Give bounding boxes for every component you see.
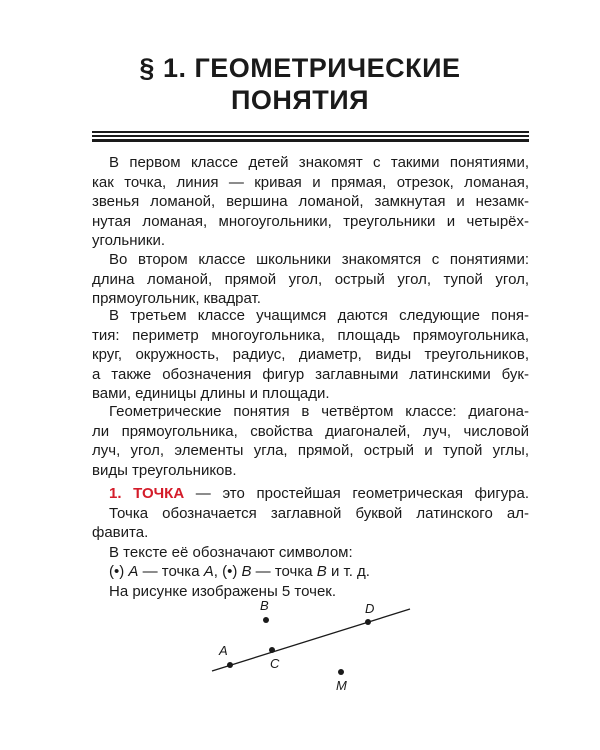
text-line: а также обозначения фигур заглавными латинскими бук- bbox=[92, 365, 529, 383]
straight-line bbox=[212, 609, 410, 671]
point-b bbox=[263, 617, 269, 623]
text-line: Во втором классе школьники знакомятся с понятиями: bbox=[109, 251, 529, 268]
text-line: угольники. bbox=[92, 232, 165, 249]
point-a bbox=[227, 662, 233, 668]
text-line: тия: периметр многоугольника, площадь прямоугольника, bbox=[92, 326, 529, 344]
text-line: В первом классе детей знакомят с такими понятиями, bbox=[109, 154, 529, 171]
text-line: луч, угол, элементы угла, прямой, острый и тупой углы, bbox=[92, 442, 529, 459]
point-c bbox=[269, 647, 275, 653]
text-line: Точка обозначается заглавной буквой латинского ал- bbox=[109, 504, 529, 522]
text-line: Геометрические понятия в четвёртом классе: диагона- bbox=[109, 403, 529, 420]
text-line: фавита. bbox=[92, 524, 149, 541]
text-line: как точка, линия — кривая и прямая, отрезок, ломаная, bbox=[92, 173, 529, 191]
title-line-1: § 1. ГЕОМЕТРИЧЕСКИЕ bbox=[139, 53, 461, 83]
text-line: В тексте её обозначают символом: bbox=[109, 543, 353, 561]
label-d: D bbox=[365, 601, 375, 616]
title-line-2: ПОНЯТИЯ bbox=[230, 85, 370, 115]
label-a: A bbox=[219, 643, 228, 658]
label-b: B bbox=[260, 598, 269, 613]
definition-text: — это простейшая геометрическая фигура. bbox=[184, 485, 529, 502]
text-line: длина ломаной, прямой угол, острый угол, тупой угол, bbox=[92, 270, 529, 288]
symbol-example-line: (•) A — точка A, (•) B — точка B и т. д. bbox=[109, 563, 370, 580]
point-d bbox=[365, 619, 371, 625]
text-line: вами, единицы длины и площади. bbox=[92, 385, 330, 402]
text-line: В третьем классе учащимся даются следующие поня- bbox=[109, 307, 529, 324]
label-m: M bbox=[336, 678, 347, 693]
text-line: На рисунке изображены 5 точек. bbox=[109, 582, 337, 600]
text-line: круг, окружность, радиус, диаметр, виды треугольников, bbox=[92, 346, 529, 363]
point-m bbox=[338, 669, 344, 675]
text-line: ли прямоугольника, свойства диагоналей, луч, числовой bbox=[92, 422, 529, 440]
label-c: C bbox=[270, 656, 280, 671]
text-line: звенья ломаной, вершина ломаной, замкнутая и незамк- bbox=[92, 193, 529, 210]
text-line: виды треугольников. bbox=[92, 461, 237, 479]
text-line: нутая ломаная, многоугольники, треугольники и четырёх- bbox=[92, 212, 529, 230]
text-line: прямоугольник, квадрат. bbox=[92, 290, 261, 307]
term-point: 1. ТОЧКА bbox=[109, 485, 185, 502]
